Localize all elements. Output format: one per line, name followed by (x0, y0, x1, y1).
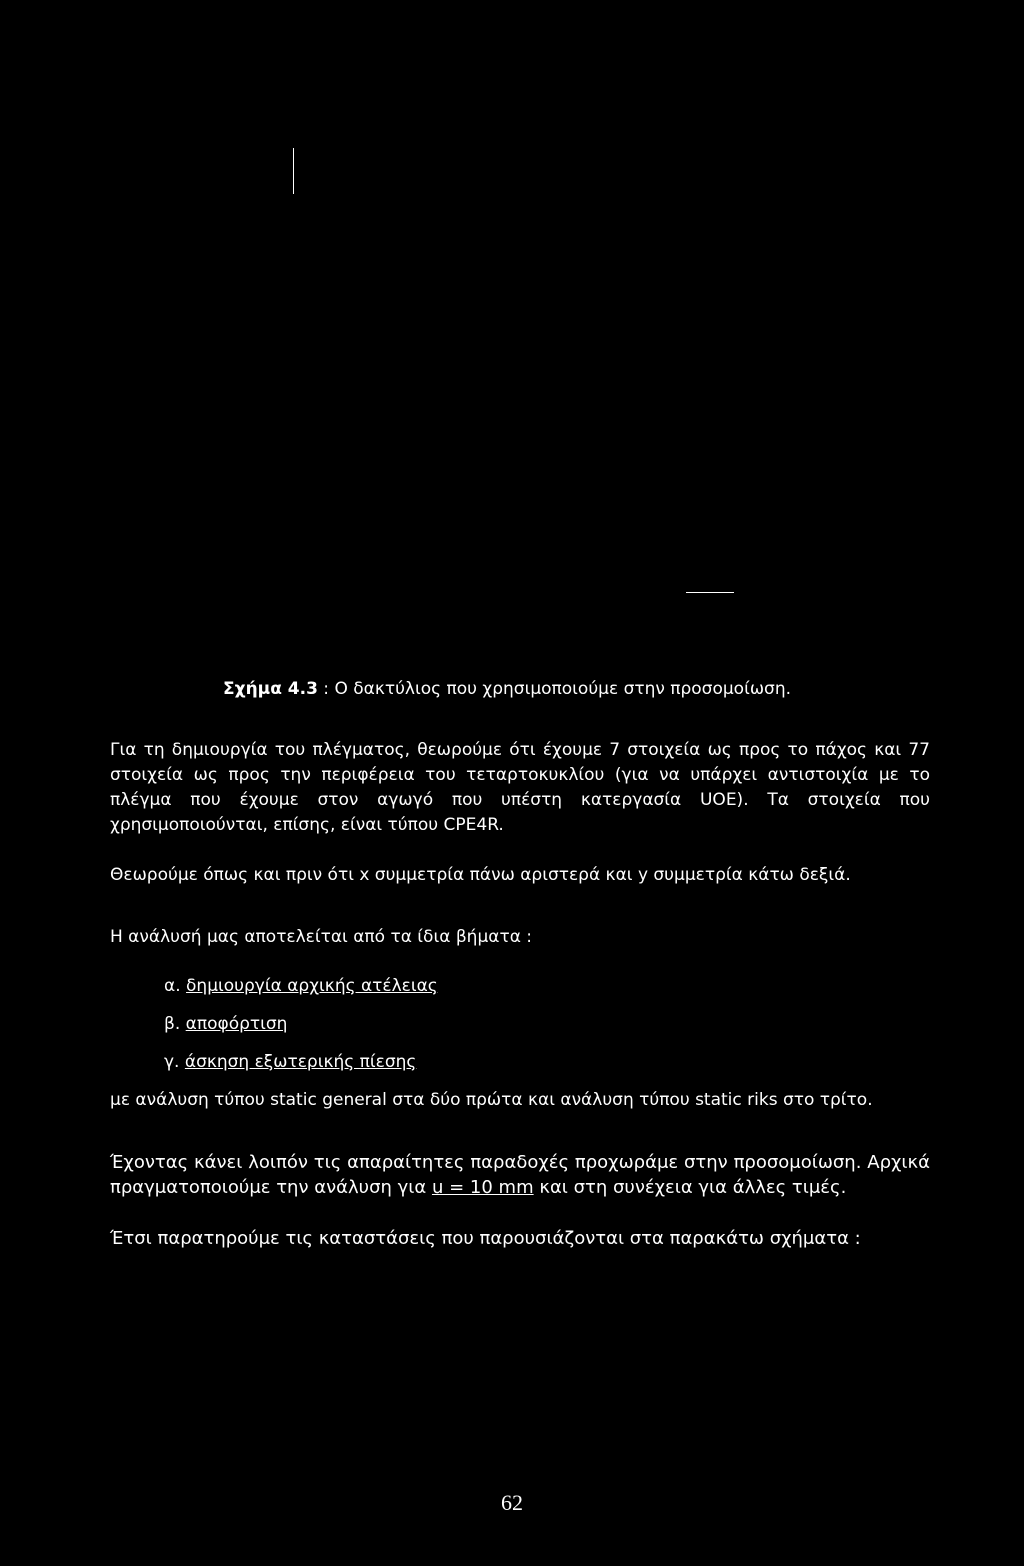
paragraph-observations: Έτσι παρατηρούμε τις καταστάσεις που παρουσιάζονται στα παρακάτω σχήματα : (110, 1228, 861, 1249)
page-number: 62 (501, 1490, 523, 1515)
figure-vertical-mark (293, 148, 294, 194)
paragraph-symmetry: Θεωρούμε όπως και πριν ότι x συμμετρία πάνω αριστερά και y συμμετρία κάτω δεξιά. (110, 865, 851, 885)
displacement-value: u = 10 mm (431, 1177, 534, 1198)
paragraph-steps-intro: Η ανάλυσή μας αποτελείται από τα ίδια βήματα : (110, 927, 533, 947)
step-text: άσκηση εξωτερικής πίεσης (184, 1052, 417, 1072)
figure-horizontal-mark (686, 592, 734, 593)
list-item (164, 974, 930, 999)
paragraph-simulation (110, 1150, 930, 1200)
steps-list (110, 974, 930, 1075)
body-text (110, 738, 930, 1251)
step-text: αποφόρτιση (185, 1014, 288, 1034)
figure-caption-label: Σχήμα 4.3 (223, 679, 318, 699)
figure-caption (223, 677, 791, 701)
list-item (164, 1012, 930, 1037)
step-marker: β. (164, 1014, 181, 1034)
paragraph-simulation-end: και στη συνέχεια για άλλες τιμές. (533, 1177, 847, 1198)
step-marker: γ. (164, 1052, 180, 1072)
figure-caption-text: Ο δακτύλιος που χρησιμοποιούμε στην προσομοίωση. (334, 679, 792, 699)
step-text: δημιουργία αρχικής ατέλειας (186, 976, 438, 996)
figure-caption-separator: : (317, 679, 335, 699)
paragraph-simulation-start: Έχοντας κάνει λοιπόν τις απαραίτητες παραδοχές προχωράμε στην προσομοίωση. Αρχικά πραγματοποιούμε την ανάλυση για (110, 1152, 930, 1198)
figure-image-area (0, 0, 1024, 660)
paragraph-mesh-description: Για τη δημιουργία του πλέγματος, θεωρούμε ότι έχουμε 7 στοιχεία ως προς το πάχος και 77 στοιχεία ως προς την περιφέρεια του τεταρτοκυκλίου (για να υπάρχει αντιστοιχία με το πλέγμα που έχουμε στον αγωγό που υπέστη κατεργασία UOE). Τα στοιχεία που χρησιμοποιούνται, επίσης, είναι τύπου CPE4R. (110, 740, 930, 835)
list-item (164, 1050, 930, 1075)
step-marker: α. (164, 976, 181, 996)
paragraph-analysis-types: με ανάλυση τύπου static general στα δύο πρώτα και ανάλυση τύπου static riks στο τρίτο. (110, 1090, 873, 1110)
